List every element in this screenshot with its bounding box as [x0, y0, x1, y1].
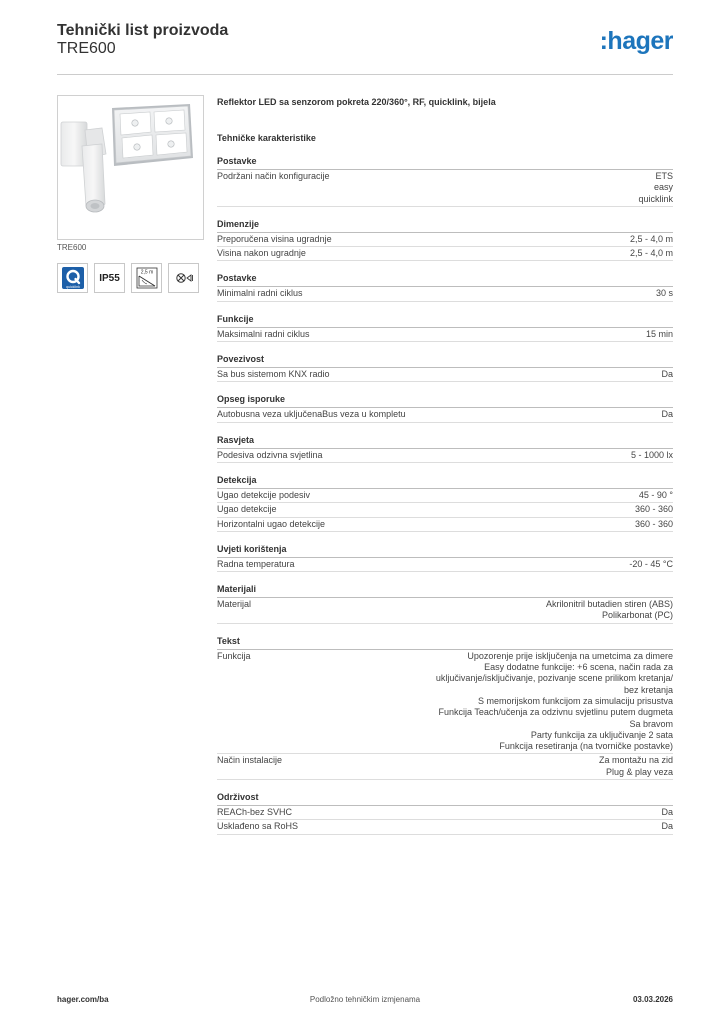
- footer-date: 03.03.2026: [632, 995, 673, 1004]
- spec-values: [599, 755, 673, 778]
- spec-values: [546, 599, 673, 622]
- spec-value: 360 - 360: [634, 518, 673, 529]
- header-divider: [57, 74, 673, 75]
- spec-values: [635, 504, 673, 515]
- spec-value: 30 s: [655, 288, 673, 299]
- spec-label: Minimalni radni ciklus: [217, 288, 303, 299]
- spec-values: [436, 651, 673, 753]
- spec-value: ETS: [655, 171, 673, 181]
- spec-values: [656, 288, 673, 299]
- spec-row: [217, 449, 673, 463]
- spec-label: Preporučena visina ugradnje: [217, 233, 332, 244]
- spec-group-title: Opseg isporuke: [217, 394, 673, 408]
- spec-row: [217, 328, 673, 342]
- spec-group-title: Tekst: [217, 636, 673, 650]
- spec-group: [217, 273, 673, 301]
- spec-label: Način instalacije: [217, 755, 283, 766]
- spec-value: uključivanje/isključivanje, pozivanje scene prilikom kretanja/: [435, 673, 673, 684]
- spec-group-title: Detekcija: [217, 475, 673, 489]
- spec-group-title: Materijali: [217, 584, 673, 598]
- spec-group-title: Uvjeti korištenja: [217, 544, 673, 558]
- quicklink-badge: [57, 263, 88, 293]
- spec-label: Horizontalni ugao detekcije: [217, 518, 326, 529]
- spec-values: [630, 248, 673, 259]
- quicklink-icon: [61, 266, 85, 290]
- spec-group-title: Postavke: [217, 273, 673, 287]
- spec-value: -20 - 45 °C: [629, 558, 673, 569]
- specification-content: [217, 96, 673, 835]
- specifications-heading: Tehničke karakteristike: [217, 133, 316, 143]
- spec-value: Upozorenje prije isključenja na umetcima za dimere: [467, 650, 673, 661]
- detection-range-icon: [135, 266, 159, 290]
- ip55-badge: [94, 263, 125, 293]
- spec-group: [217, 584, 673, 624]
- spec-value: Da: [661, 807, 673, 818]
- spec-row: [217, 558, 673, 572]
- specification-groups: [217, 156, 673, 835]
- spec-group: [217, 394, 673, 422]
- spec-value: 45 - 90 °: [638, 489, 673, 500]
- product-description: Reflektor LED sa senzorom pokreta 220/360°, RF, quicklink, bijela: [217, 97, 496, 107]
- spec-values: [661, 409, 673, 420]
- lamp-output-badge: [168, 263, 199, 293]
- spec-label: REACh-bez SVHC: [217, 807, 293, 818]
- spec-row: [217, 489, 673, 503]
- page-footer: [57, 995, 673, 1009]
- spec-value: Za montažu na zid: [598, 755, 673, 766]
- spec-value: Party funkcija za uključivanje 2 sata: [530, 729, 673, 740]
- footer-website: hager.com/ba: [57, 995, 109, 1004]
- spec-group-title: Funkcije: [217, 314, 673, 328]
- ip55-badge-label: IP55: [99, 272, 120, 284]
- spec-row: [217, 650, 673, 755]
- spec-group: [217, 475, 673, 532]
- spec-row: [217, 408, 673, 422]
- spec-value: 2,5 - 4,0 m: [629, 248, 673, 259]
- spec-row: [217, 287, 673, 301]
- spec-label: Usklađeno sa RoHS: [217, 821, 299, 832]
- spec-row: [217, 368, 673, 382]
- spec-row: [217, 170, 673, 207]
- spec-group-title: Rasvjeta: [217, 435, 673, 449]
- spec-values: [661, 369, 673, 380]
- detection-range-badge: [131, 263, 162, 293]
- spec-label: Podržani način konfiguracije: [217, 171, 330, 181]
- spec-row: [217, 503, 673, 517]
- spec-row: [217, 806, 673, 820]
- spec-value: 2,5 - 4,0 m: [629, 233, 673, 244]
- product-badges: [57, 263, 199, 293]
- page-title: Tehnički list proizvoda: [57, 22, 229, 39]
- spec-label: Ugao detekcije podesiv: [217, 489, 311, 500]
- spec-value: Da: [661, 409, 673, 420]
- spec-row: [217, 820, 673, 834]
- spec-row: [217, 754, 673, 780]
- spec-value: 5 - 1000 lx: [630, 449, 673, 460]
- product-image: [57, 95, 204, 240]
- spec-value: Akrilonitril butadien stiren (ABS): [545, 599, 673, 610]
- lamp-output-icon: [172, 266, 196, 290]
- hager-logo-text: :hager: [599, 27, 673, 55]
- spec-values: [630, 234, 673, 245]
- spec-value: Funkcija Teach/učenja za odzivnu svjetlinu putem dugmeta: [438, 707, 673, 718]
- detection-range-badge-label: 2,5 m: [140, 269, 153, 276]
- spec-value: Plug & play veza: [605, 766, 673, 777]
- spec-label: Radna temperatura: [217, 558, 295, 569]
- spec-value: Sa bravom: [629, 718, 673, 729]
- spec-value: easy: [653, 182, 673, 193]
- spec-value: Polikarbonat (PC): [601, 610, 673, 621]
- spec-group: [217, 156, 673, 207]
- spec-values: [635, 519, 673, 530]
- spec-label: Podesiva odzivna svjetlina: [217, 449, 323, 460]
- spec-values: [639, 490, 673, 501]
- spec-value: Funkcija resetiranja (na tvorničke postavke): [499, 741, 673, 752]
- spec-group: [217, 314, 673, 342]
- spec-label: Maksimalni radni ciklus: [217, 328, 310, 339]
- spec-value: Da: [661, 369, 673, 380]
- spec-value: quicklink: [638, 193, 673, 204]
- spec-values: [631, 450, 673, 461]
- spec-label: Visina nakon ugradnje: [217, 248, 306, 259]
- spec-group-title: Povezivost: [217, 354, 673, 368]
- spec-group: [217, 636, 673, 780]
- spec-row: [217, 247, 673, 261]
- quicklink-badge-label: quicklink: [65, 285, 80, 289]
- spec-label: Materijal: [217, 599, 252, 610]
- spec-row: [217, 518, 673, 532]
- floodlight-illustration: [58, 96, 203, 239]
- spec-group: [217, 792, 673, 835]
- spec-value: 360 - 360: [634, 504, 673, 515]
- spec-group: [217, 219, 673, 262]
- spec-value: Da: [661, 821, 673, 832]
- spec-values: [646, 329, 673, 340]
- spec-value: S memorijskom funkcijom za simulaciju prisustva: [477, 695, 673, 706]
- spec-label: Ugao detekcije: [217, 504, 277, 515]
- page-header: [57, 22, 673, 74]
- product-image-caption: TRE600: [57, 243, 87, 252]
- hager-logo: [589, 26, 673, 56]
- spec-values: [661, 821, 673, 832]
- spec-label: Autobusna veza uključenaBus veza u kompletu: [217, 409, 406, 420]
- product-reference: TRE600: [57, 40, 116, 57]
- spec-group-title: Održivost: [217, 792, 673, 806]
- spec-label: Funkcija: [217, 650, 251, 661]
- spec-value: Easy dodatne funkcije: +6 scena, način rada za: [484, 662, 673, 673]
- spec-values: [638, 171, 673, 205]
- spec-value: 15 min: [645, 328, 673, 339]
- spec-value: bez kretanja: [623, 684, 673, 695]
- spec-group: [217, 354, 673, 382]
- spec-group-title: Dimenzije: [217, 219, 673, 233]
- spec-values: [661, 807, 673, 818]
- spec-values: [629, 559, 673, 570]
- spec-row: [217, 598, 673, 624]
- spec-label: Sa bus sistemom KNX radio: [217, 369, 330, 380]
- spec-group: [217, 544, 673, 572]
- footer-disclaimer: Podložno tehničkim izmjenama: [309, 995, 421, 1004]
- spec-group: [217, 435, 673, 463]
- spec-row: [217, 233, 673, 247]
- spec-group-title: Postavke: [217, 156, 673, 170]
